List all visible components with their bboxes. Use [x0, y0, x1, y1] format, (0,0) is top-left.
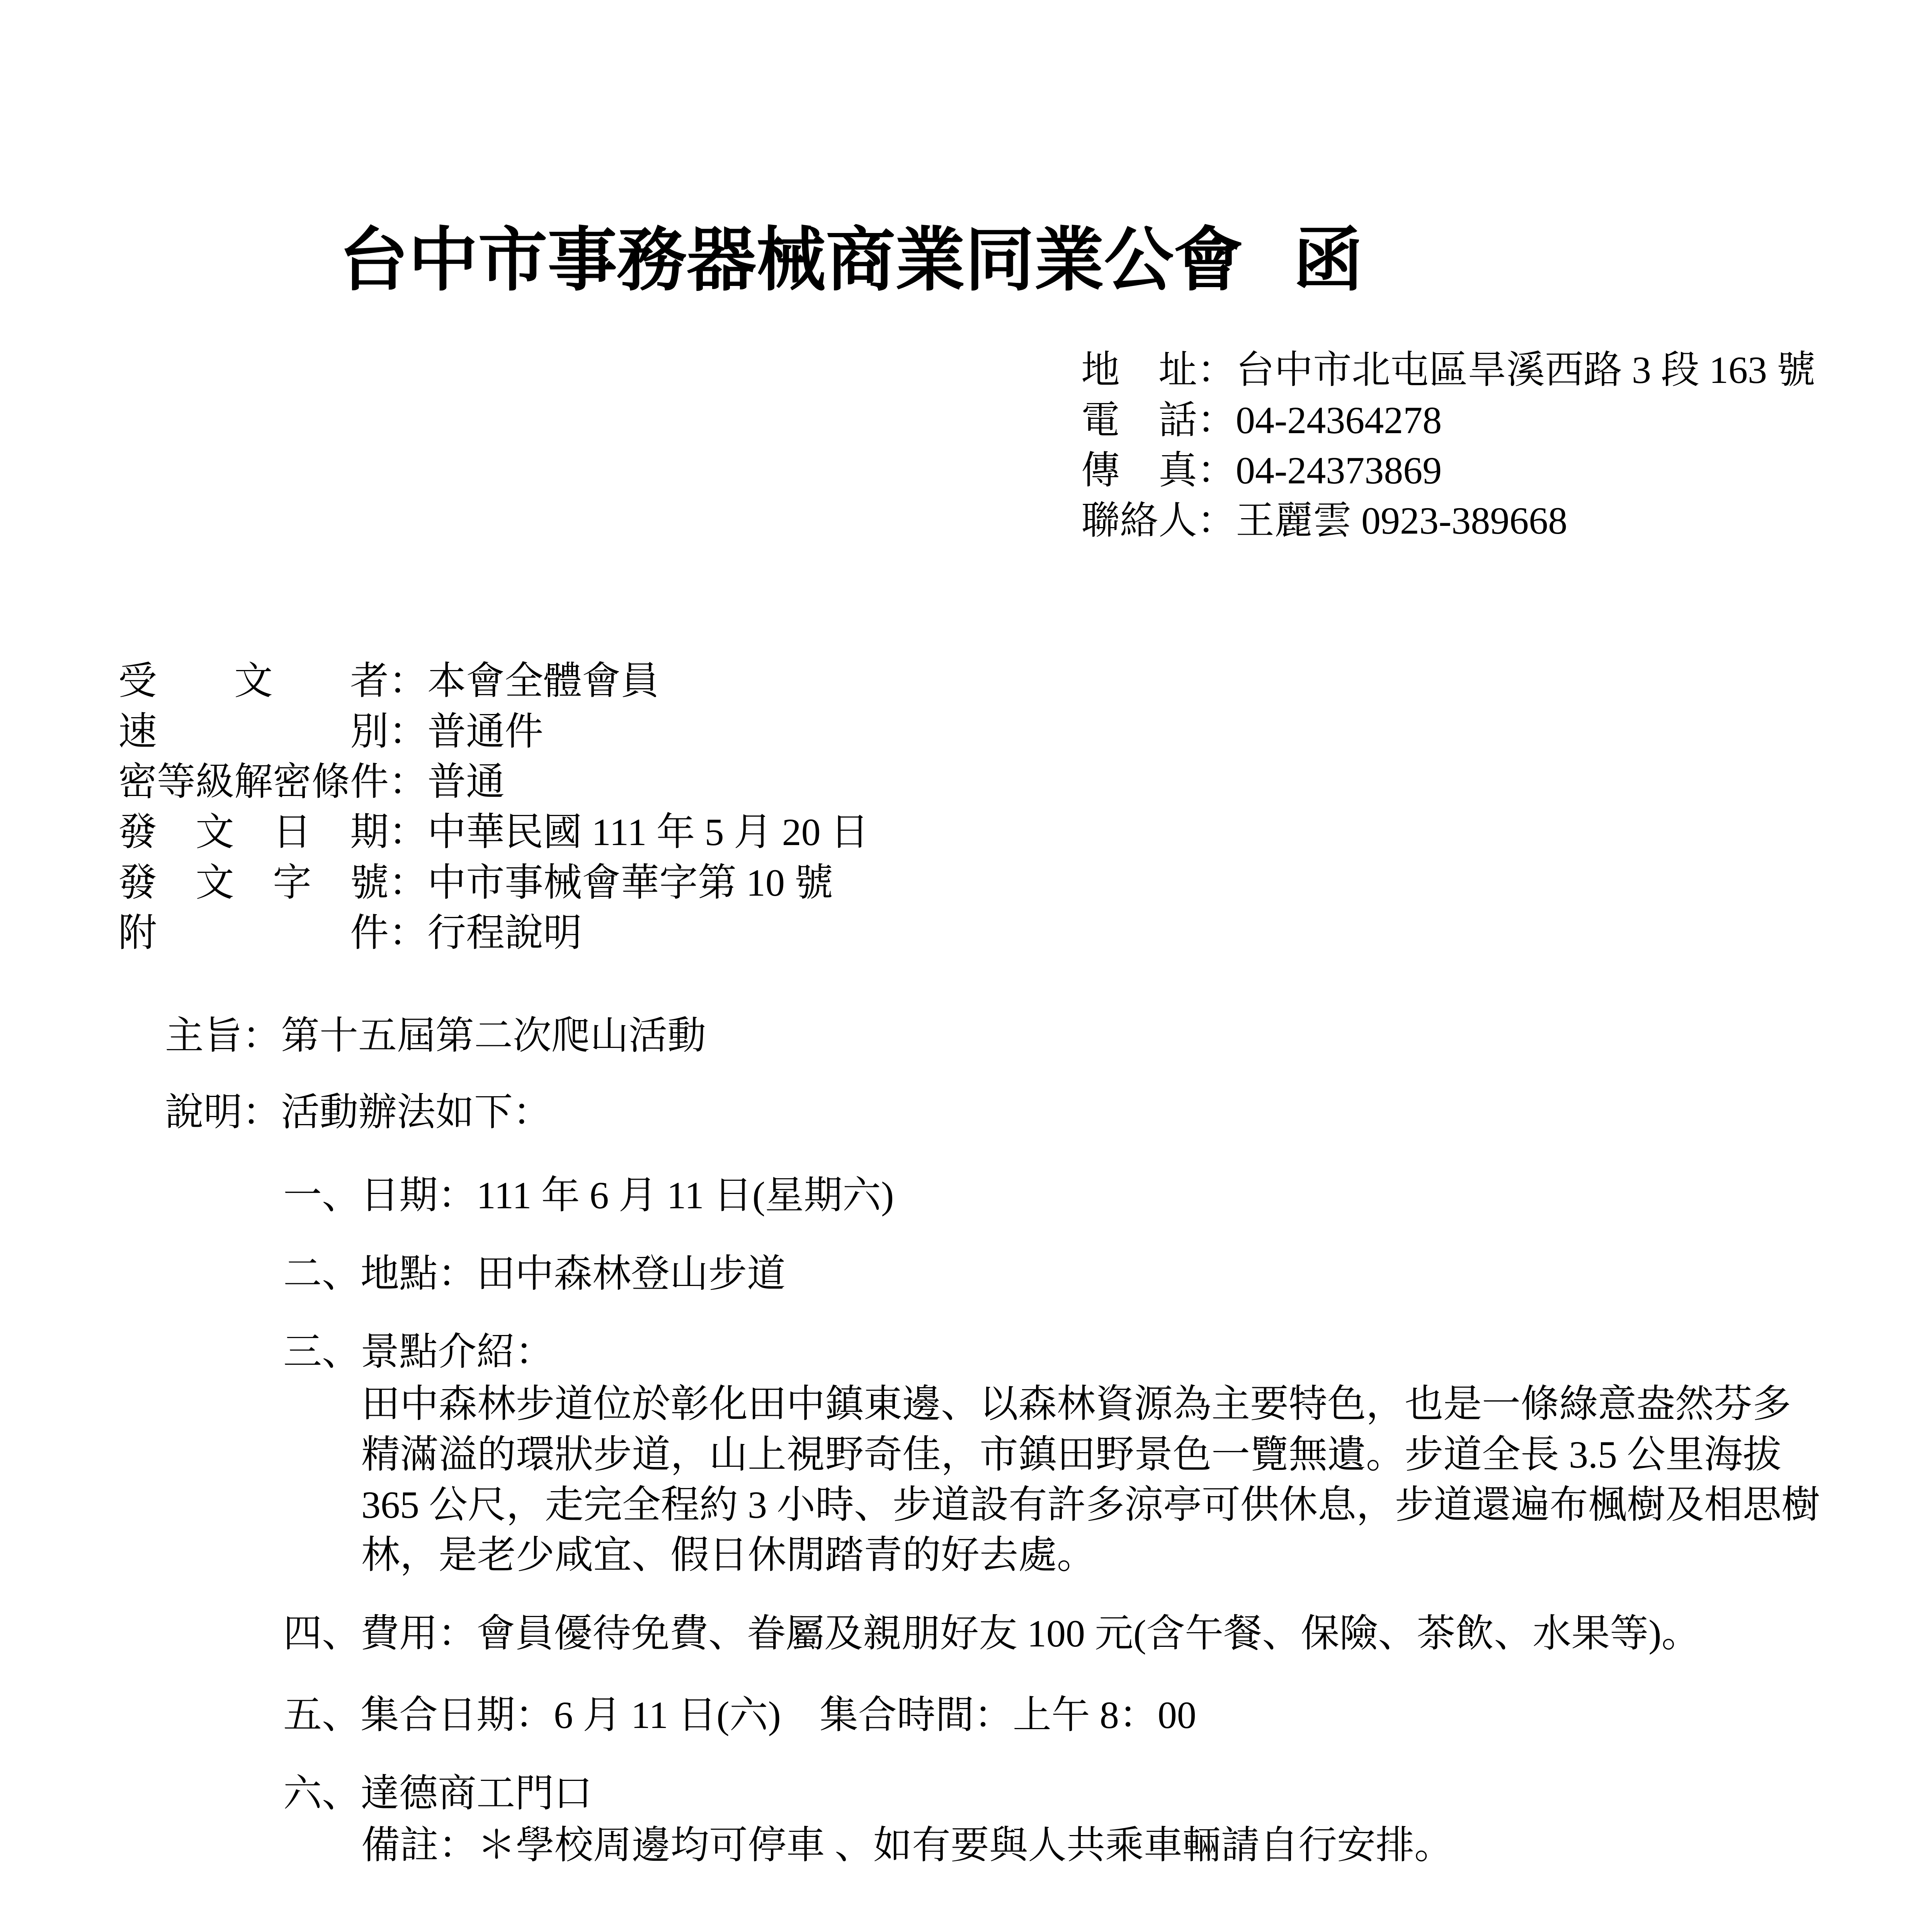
item-fee [283, 1614, 1700, 1653]
field-value: 普通件 [427, 710, 543, 753]
field-attachment [118, 914, 582, 952]
field-value: 本會全體會員 [427, 660, 659, 702]
field-urgency [118, 710, 543, 753]
field-classification [118, 760, 505, 803]
field-value: 行程說明 [427, 912, 582, 954]
item-text: 達德商工門口 [361, 1772, 592, 1815]
contact-value: 04-24373869 [1236, 449, 1442, 492]
item-assembly-time [283, 1696, 1196, 1735]
subject-line [165, 1014, 706, 1057]
field-label: 發 文 日 期： [118, 811, 427, 854]
letterhead-doc-type: 函 [1293, 222, 1363, 299]
parking-note: 備註：＊學校周邊均可停車 、如有要與人共乘車輛請自行安排。 [361, 1824, 1453, 1867]
item-text: 地點：田中森林登山步道 [361, 1252, 786, 1295]
contact-label: 地 址： [1081, 349, 1236, 391]
item-number: 六、 [283, 1772, 361, 1815]
explanation-label: 說明： [165, 1091, 281, 1134]
contact-label: 傳 真： [1081, 449, 1236, 492]
contact-value: 台中市北屯區旱溪西路 3 段 163 號 [1236, 349, 1815, 391]
item-text: 集合日期：6 月 11 日(六) 集合時間：上午 8：00 [361, 1694, 1196, 1736]
contact-phone [1081, 401, 1442, 440]
item-text: 景點介紹： [361, 1330, 554, 1373]
item-number: 一、 [283, 1174, 361, 1217]
item-number: 四、 [283, 1612, 361, 1655]
item-text: 日期：111 年 6 月 11 日(星期六) [361, 1174, 894, 1217]
subject-text: 第十五屆第二次爬山活動 [281, 1014, 706, 1057]
item-location [283, 1252, 786, 1295]
field-label: 密等級解密條件： [118, 760, 427, 803]
subject-label: 主旨： [165, 1014, 281, 1057]
contact-person [1081, 499, 1568, 542]
contact-fax [1081, 451, 1442, 490]
field-doc-number [118, 861, 833, 904]
contact-value: 04-24364278 [1236, 399, 1442, 442]
item-number: 五、 [283, 1694, 361, 1736]
field-issue-date [118, 813, 869, 852]
item-assembly-place [283, 1774, 592, 1813]
scenery-paragraph-line: 林，是老少咸宜、假日休閒踏青的好去處。 [361, 1534, 1095, 1577]
item-text: 費用：會員優待免費、眷屬及親朋好友 100 元(含午餐、保險、茶飲、水果等)。 [361, 1612, 1700, 1655]
letterhead-title [339, 222, 1363, 299]
item-number: 二、 [283, 1252, 361, 1295]
contact-label: 電 話： [1081, 399, 1236, 442]
field-recipient [118, 662, 659, 701]
contact-label: 聯絡人： [1081, 499, 1236, 542]
letterhead-org: 台中市事務器械商業同業公會 [339, 222, 1243, 299]
item-scenery [283, 1330, 554, 1373]
field-value: 中市事械會華字第 10 號 [427, 861, 833, 904]
item-number: 三、 [283, 1330, 361, 1373]
explanation-text: 活動辦法如下： [281, 1091, 551, 1134]
field-label: 速 別： [118, 710, 427, 753]
contact-value: 王麗雲 0923-389668 [1236, 499, 1568, 542]
explanation-line [165, 1093, 551, 1132]
scenery-paragraph-line: 365 公尺，走完全程約 3 小時、步道設有許多涼亭可供休息，步道還遍布楓樹及相思樹 [361, 1483, 1820, 1526]
field-value: 普通 [427, 760, 505, 803]
scenery-paragraph-line: 田中森林步道位於彰化田中鎮東邊、以森林資源為主要特色，也是一條綠意盎然芬多 [361, 1383, 1791, 1425]
contact-address [1081, 351, 1815, 389]
field-label: 發 文 字 號： [118, 861, 427, 904]
field-label: 附 件： [118, 912, 427, 954]
field-label: 受 文 者： [118, 660, 427, 702]
scenery-paragraph-line: 精滿溢的環狀步道，山上視野奇佳，市鎮田野景色一覽無遺。步道全長 3.5 公里海拔 [361, 1433, 1781, 1476]
field-value: 中華民國 111 年 5 月 20 日 [427, 811, 869, 854]
item-date [283, 1176, 894, 1215]
